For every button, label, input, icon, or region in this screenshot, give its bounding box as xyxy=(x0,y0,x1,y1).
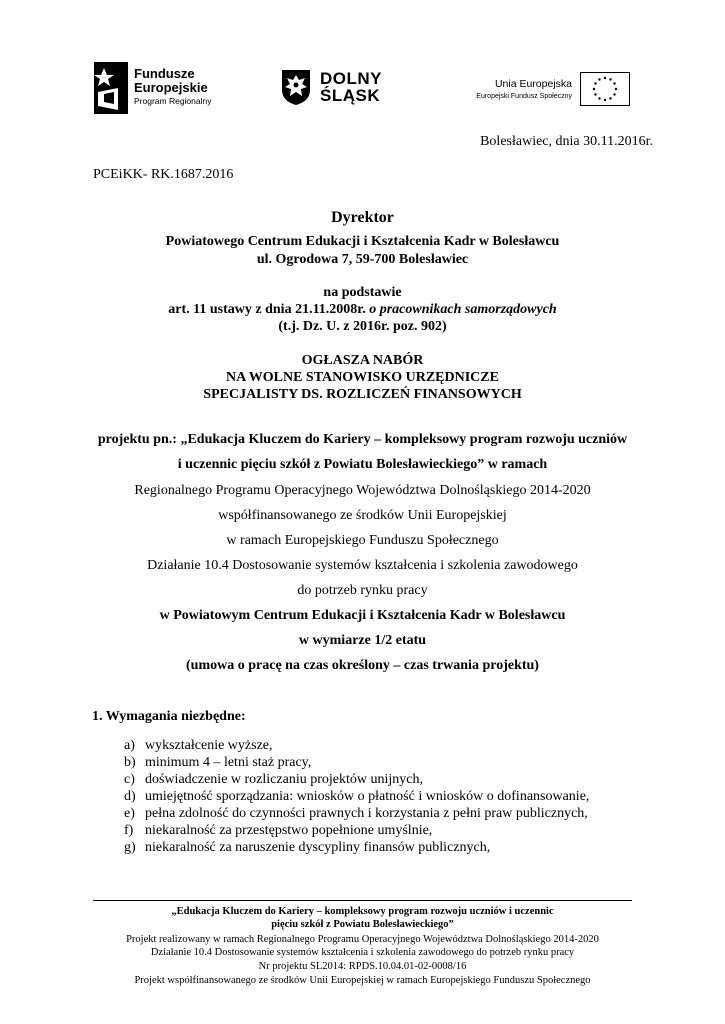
list-item xyxy=(124,772,423,788)
basis-act xyxy=(0,301,725,318)
basis-intro: na podstawie xyxy=(323,285,402,300)
footer-line2: pięciu szkół z Powiatu Bolesławieckiego” xyxy=(271,919,454,930)
footer-line3: Projekt realizowany w ramach Regionalnego Programu Operacyjnego Województwa Dolnośląskiego 2014-2020 xyxy=(126,934,599,945)
document-date: Bolesławiec, dnia 30.11.2016r. xyxy=(480,134,653,149)
ue-text xyxy=(476,78,572,100)
footer-line5: Nr projektu SL2014: RPDS.10.04.01-02-0008/16 xyxy=(258,961,467,972)
list-item-text: doświadczenie w rozliczaniu projektów unijnych, xyxy=(145,772,423,787)
project-line6: Działanie 10.4 Dostosowanie systemów kształcenia i szkolenia zawodowego xyxy=(147,558,578,573)
list-item-text: wykształcenie wyższe, xyxy=(145,738,273,753)
ds-text xyxy=(320,71,382,104)
reference-number: PCEiKK- RK.1687.2016 xyxy=(93,167,234,182)
list-item-letter: c) xyxy=(124,772,135,787)
announce-line2: NA WOLNE STANOWISKO URZĘDNICZE xyxy=(226,370,499,385)
fe-star-icon xyxy=(94,62,128,114)
list-item-text: niekaralność za naruszenie dyscypliny finansów publicznych, xyxy=(145,840,491,855)
heading-org: Powiatowego Centrum Edukacji i Kształcenia Kadr w Bolesławcu xyxy=(165,234,560,249)
announce-line3: SPECJALISTY DS. ROZLICZEŃ FINANSOWYCH xyxy=(203,387,522,402)
list-item-letter: d) xyxy=(124,789,136,804)
logo-bar xyxy=(0,60,725,120)
list-item-text: minimum 4 – letni staż pracy, xyxy=(145,755,312,770)
basis-act-text: art. 11 ustawy z dnia 21.11.2008r. xyxy=(168,302,370,317)
list-item-text: niekaralność za przestępstwo popełnione umyślnie, xyxy=(145,823,433,838)
footer-line1: „Edukacja Kluczem do Kariery – kompleksowy program rozwoju uczniów i uczennic xyxy=(171,906,554,917)
eu-flag-icon xyxy=(580,72,630,106)
list-item-text: pełna zdolność do czynności prawnych i korzystania z pełni praw publicznych, xyxy=(145,806,588,821)
footer-line6: Projekt współfinansowanego ze środków Unii Europejskiej w ramach Europejskiego Funduszu Społecznego xyxy=(134,975,591,986)
list-item-text: umiejętność sporządzania: wniosków o płatność i wniosków o dofinansowanie, xyxy=(145,789,590,804)
heading-address: ul. Ogrodowa 7, 59-700 Bolesławiec xyxy=(256,252,469,267)
basis-ref: (t.j. Dz. U. z 2016r. poz. 902) xyxy=(278,319,447,334)
announce-line1: OGŁASZA NABÓR xyxy=(301,353,424,368)
project-line7: do potrzeb rynku pracy xyxy=(297,583,428,598)
project-line8: w Powiatowym Centrum Edukacji i Kształcenia Kadr w Bolesławcu xyxy=(159,608,566,623)
list-item-letter: e) xyxy=(124,806,135,821)
list-item xyxy=(124,755,311,771)
list-item-letter: a) xyxy=(124,738,135,753)
list-item xyxy=(124,840,490,856)
ds-line2: ŚLĄSK xyxy=(320,85,381,105)
project-line3: Regionalnego Programu Operacyjnego Województwa Dolnośląskiego 2014-2020 xyxy=(134,483,591,498)
footer-line4: Działanie 10.4 Dostosowanie systemów kształcenia i szkolenia zawodowego do potrzeb rynku pracy xyxy=(150,947,575,958)
project-line4: współfinansowanego ze środków Unii Europejskiej xyxy=(218,508,507,523)
list-item xyxy=(124,823,432,839)
project-line1: projektu pn.: „Edukacja Kluczem do Kariery – kompleksowy program rozwoju uczniów xyxy=(97,432,628,447)
fe-line3: Program Regionalny xyxy=(134,96,212,107)
project-line5: w ramach Europejskiego Funduszu Społecznego xyxy=(226,533,499,548)
unia-europejska-logo xyxy=(450,72,630,117)
list-item-letter: b) xyxy=(124,755,136,770)
ue-line2: Europejski Fundusz Społeczny xyxy=(476,93,572,100)
project-line9: w wymiarze 1/2 etatu xyxy=(298,633,427,648)
project-line10: (umowa o pracę na czas określony – czas trwania projektu) xyxy=(186,658,539,673)
list-item-letter: f) xyxy=(124,823,134,838)
list-item-letter: g) xyxy=(124,840,136,855)
fe-text xyxy=(134,67,211,106)
eagle-crest-icon xyxy=(280,68,312,106)
requirements-title: 1. Wymagania niezbędne: xyxy=(92,709,246,724)
list-item xyxy=(124,738,273,754)
fe-line2: Europejskie xyxy=(134,79,208,95)
basis-act-italic: o pracownikach samorządowych xyxy=(369,302,557,317)
footer-divider xyxy=(93,900,632,901)
ue-line1: Unia Europejska xyxy=(494,78,572,90)
fe-line1: Fundusze xyxy=(134,66,195,81)
list-item xyxy=(124,806,588,822)
list-item xyxy=(124,789,589,805)
dolny-slask-logo xyxy=(280,68,400,113)
fundusze-europejskie-logo xyxy=(94,60,244,115)
ds-line1: DOLNY xyxy=(320,69,382,88)
project-line2: i uczennic pięciu szkół z Powiatu Bolesławieckiego” w ramach xyxy=(177,457,548,472)
heading-title: Dyrektor xyxy=(331,209,394,226)
